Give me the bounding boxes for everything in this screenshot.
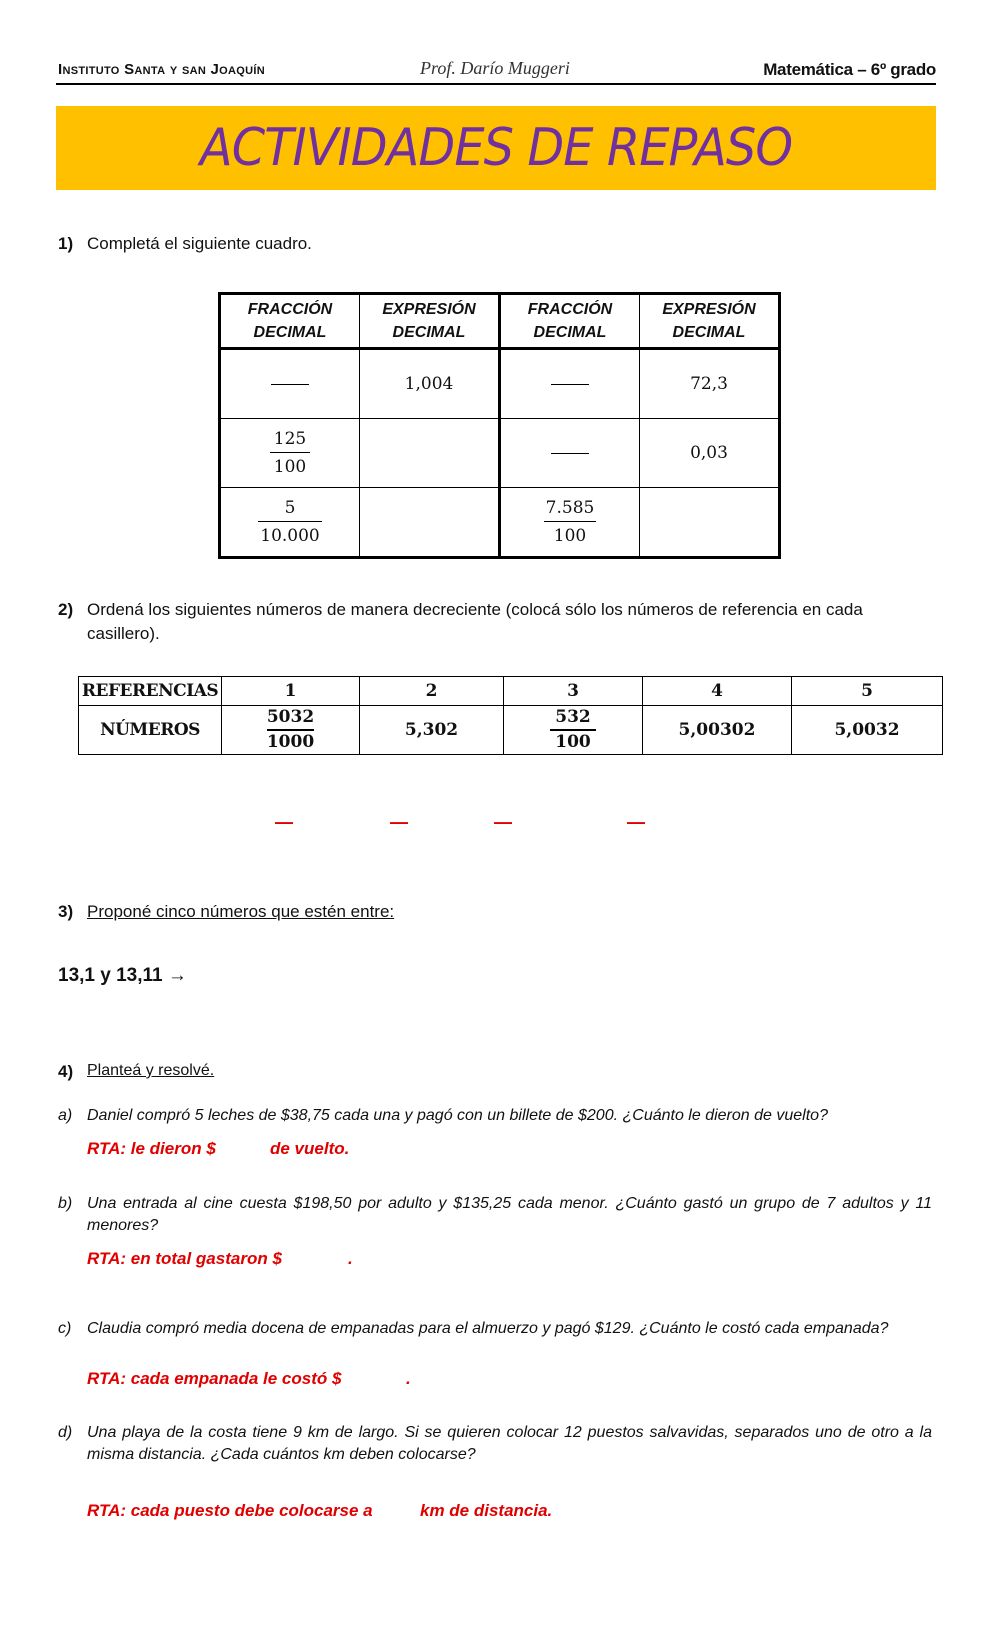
number-cell — [504, 706, 643, 755]
ref-number: 3 — [504, 677, 643, 706]
ref-number: 2 — [360, 677, 504, 706]
q2-text-line2: casillero). — [87, 624, 160, 643]
fraction: $\frac{125}{100}$ — [270, 427, 310, 479]
q1-number: 1) — [58, 234, 74, 253]
header-cell: FRACCIÓN DECIMAL — [500, 294, 640, 349]
fraction: $\frac{532}{100}$ — [550, 707, 596, 753]
q4b-answer-prefix: RTA: en total gastaron $ — [87, 1249, 282, 1268]
order-table — [78, 676, 943, 755]
order-answer-slot[interactable]: — — [627, 812, 645, 832]
ref-number: 5 — [792, 677, 943, 706]
answer-blank[interactable] — [500, 419, 640, 488]
q4b-answer-suffix: . — [348, 1249, 353, 1268]
q4a-answer-prefix: RTA: le dieron $ — [87, 1139, 216, 1158]
table-cell: 0,03 — [640, 419, 780, 488]
q2-text-line1: Ordená los siguientes números de manera decreciente (colocá sólo los números de referencia en cada — [87, 600, 863, 619]
fraction-table — [218, 292, 781, 559]
q4-number: 4) — [58, 1062, 74, 1081]
order-answer-slot[interactable]: — — [494, 812, 512, 832]
table-cell — [220, 419, 360, 488]
q4d-text-line2: misma distancia. ¿Cada cuántos km deben colocarse? — [87, 1446, 476, 1463]
q3-text: Proponé cinco números que estén entre: — [87, 902, 395, 921]
q4c-answer-prefix: RTA: cada empanada le costó $ — [87, 1369, 342, 1388]
q4-text: Planteá y resolvé. — [87, 1062, 215, 1079]
q4d-text-line1: Una playa de la costa tiene 9 km de largo. Si se quieren colocar 12 puestos salvavidas, separados uno de otro a la — [87, 1424, 932, 1441]
fraction: $\frac{5}{10.000}$ — [260, 498, 320, 546]
number-cell: 5,00302 — [643, 706, 792, 755]
q4c-text: Claudia compró media docena de empanadas para el almuerzo y pagó $129. ¿Cuánto le costó cada empanada? — [87, 1320, 889, 1337]
header-cell: EXPRESIÓN DECIMAL — [360, 294, 500, 349]
fraction: $\frac{7.585}{100}$ — [545, 498, 595, 546]
q4a-answer-suffix: de vuelto. — [270, 1139, 350, 1158]
table-cell: 72,3 — [640, 349, 780, 419]
fraction-blank-line — [551, 384, 589, 385]
q3-range: 13,1 y 13,11 → — [58, 965, 187, 986]
q4d-label: d) — [58, 1424, 73, 1441]
fraction-blank-line — [551, 453, 589, 454]
header-divider — [56, 83, 936, 85]
header-cell: FRACCIÓN DECIMAL — [220, 294, 360, 349]
ref-number: 4 — [643, 677, 792, 706]
fraction: $\frac{5032}{1000}$ — [266, 707, 315, 752]
q4b-label: b) — [58, 1195, 73, 1212]
answer-blank[interactable] — [500, 349, 640, 419]
answer-blank[interactable] — [640, 488, 780, 558]
q3-number: 3) — [58, 902, 74, 921]
number-cell — [222, 706, 360, 755]
numbers-label: NÚMEROS — [79, 706, 222, 755]
q2-number: 2) — [58, 600, 74, 619]
teacher-name: Prof. Darío Muggeri — [420, 58, 570, 78]
ref-number: 1 — [222, 677, 360, 706]
order-answer-slot[interactable]: — — [275, 812, 293, 832]
table-cell: 1,004 — [360, 349, 500, 419]
q4b-text-line1: Una entrada al cine cuesta $198,50 por adulto y $135,25 cada menor. ¿Cuánto gastó un grupo de 7 adultos y 11 — [87, 1195, 932, 1212]
number-cell: 5,0032 — [792, 706, 943, 755]
number-cell: 5,302 — [360, 706, 504, 755]
ref-label: REFERENCIAS — [79, 677, 222, 706]
order-answer-slot[interactable]: — — [390, 812, 408, 832]
answer-blank[interactable] — [360, 419, 500, 488]
header-cell: EXPRESIÓN DECIMAL — [640, 294, 780, 349]
school-name: Instituto Santa y san Joaquín — [58, 61, 265, 78]
subject-grade: Matemática – 6º grado — [763, 60, 936, 79]
q4b-text-line2: menores? — [87, 1217, 159, 1234]
page-title: ACTIVIDADES DE REPASO — [199, 118, 793, 178]
q4a-text: Daniel compró 5 leches de $38,75 cada una y pagó con un billete de $200. ¿Cuánto le dieron de vuelto? — [87, 1107, 828, 1124]
q4d-answer-suffix: km de distancia. — [420, 1501, 553, 1520]
q1-text: Completá el siguiente cuadro. — [87, 234, 312, 253]
table-cell — [220, 488, 360, 558]
answer-blank[interactable] — [360, 488, 500, 558]
q4c-label: c) — [58, 1320, 72, 1337]
q4d-answer-prefix: RTA: cada puesto debe colocarse a — [87, 1501, 373, 1520]
fraction-blank-line — [271, 384, 309, 385]
q4a-label: a) — [58, 1107, 73, 1124]
answer-blank[interactable] — [220, 349, 360, 419]
table-cell — [500, 488, 640, 558]
q4c-answer-suffix: . — [406, 1369, 411, 1388]
